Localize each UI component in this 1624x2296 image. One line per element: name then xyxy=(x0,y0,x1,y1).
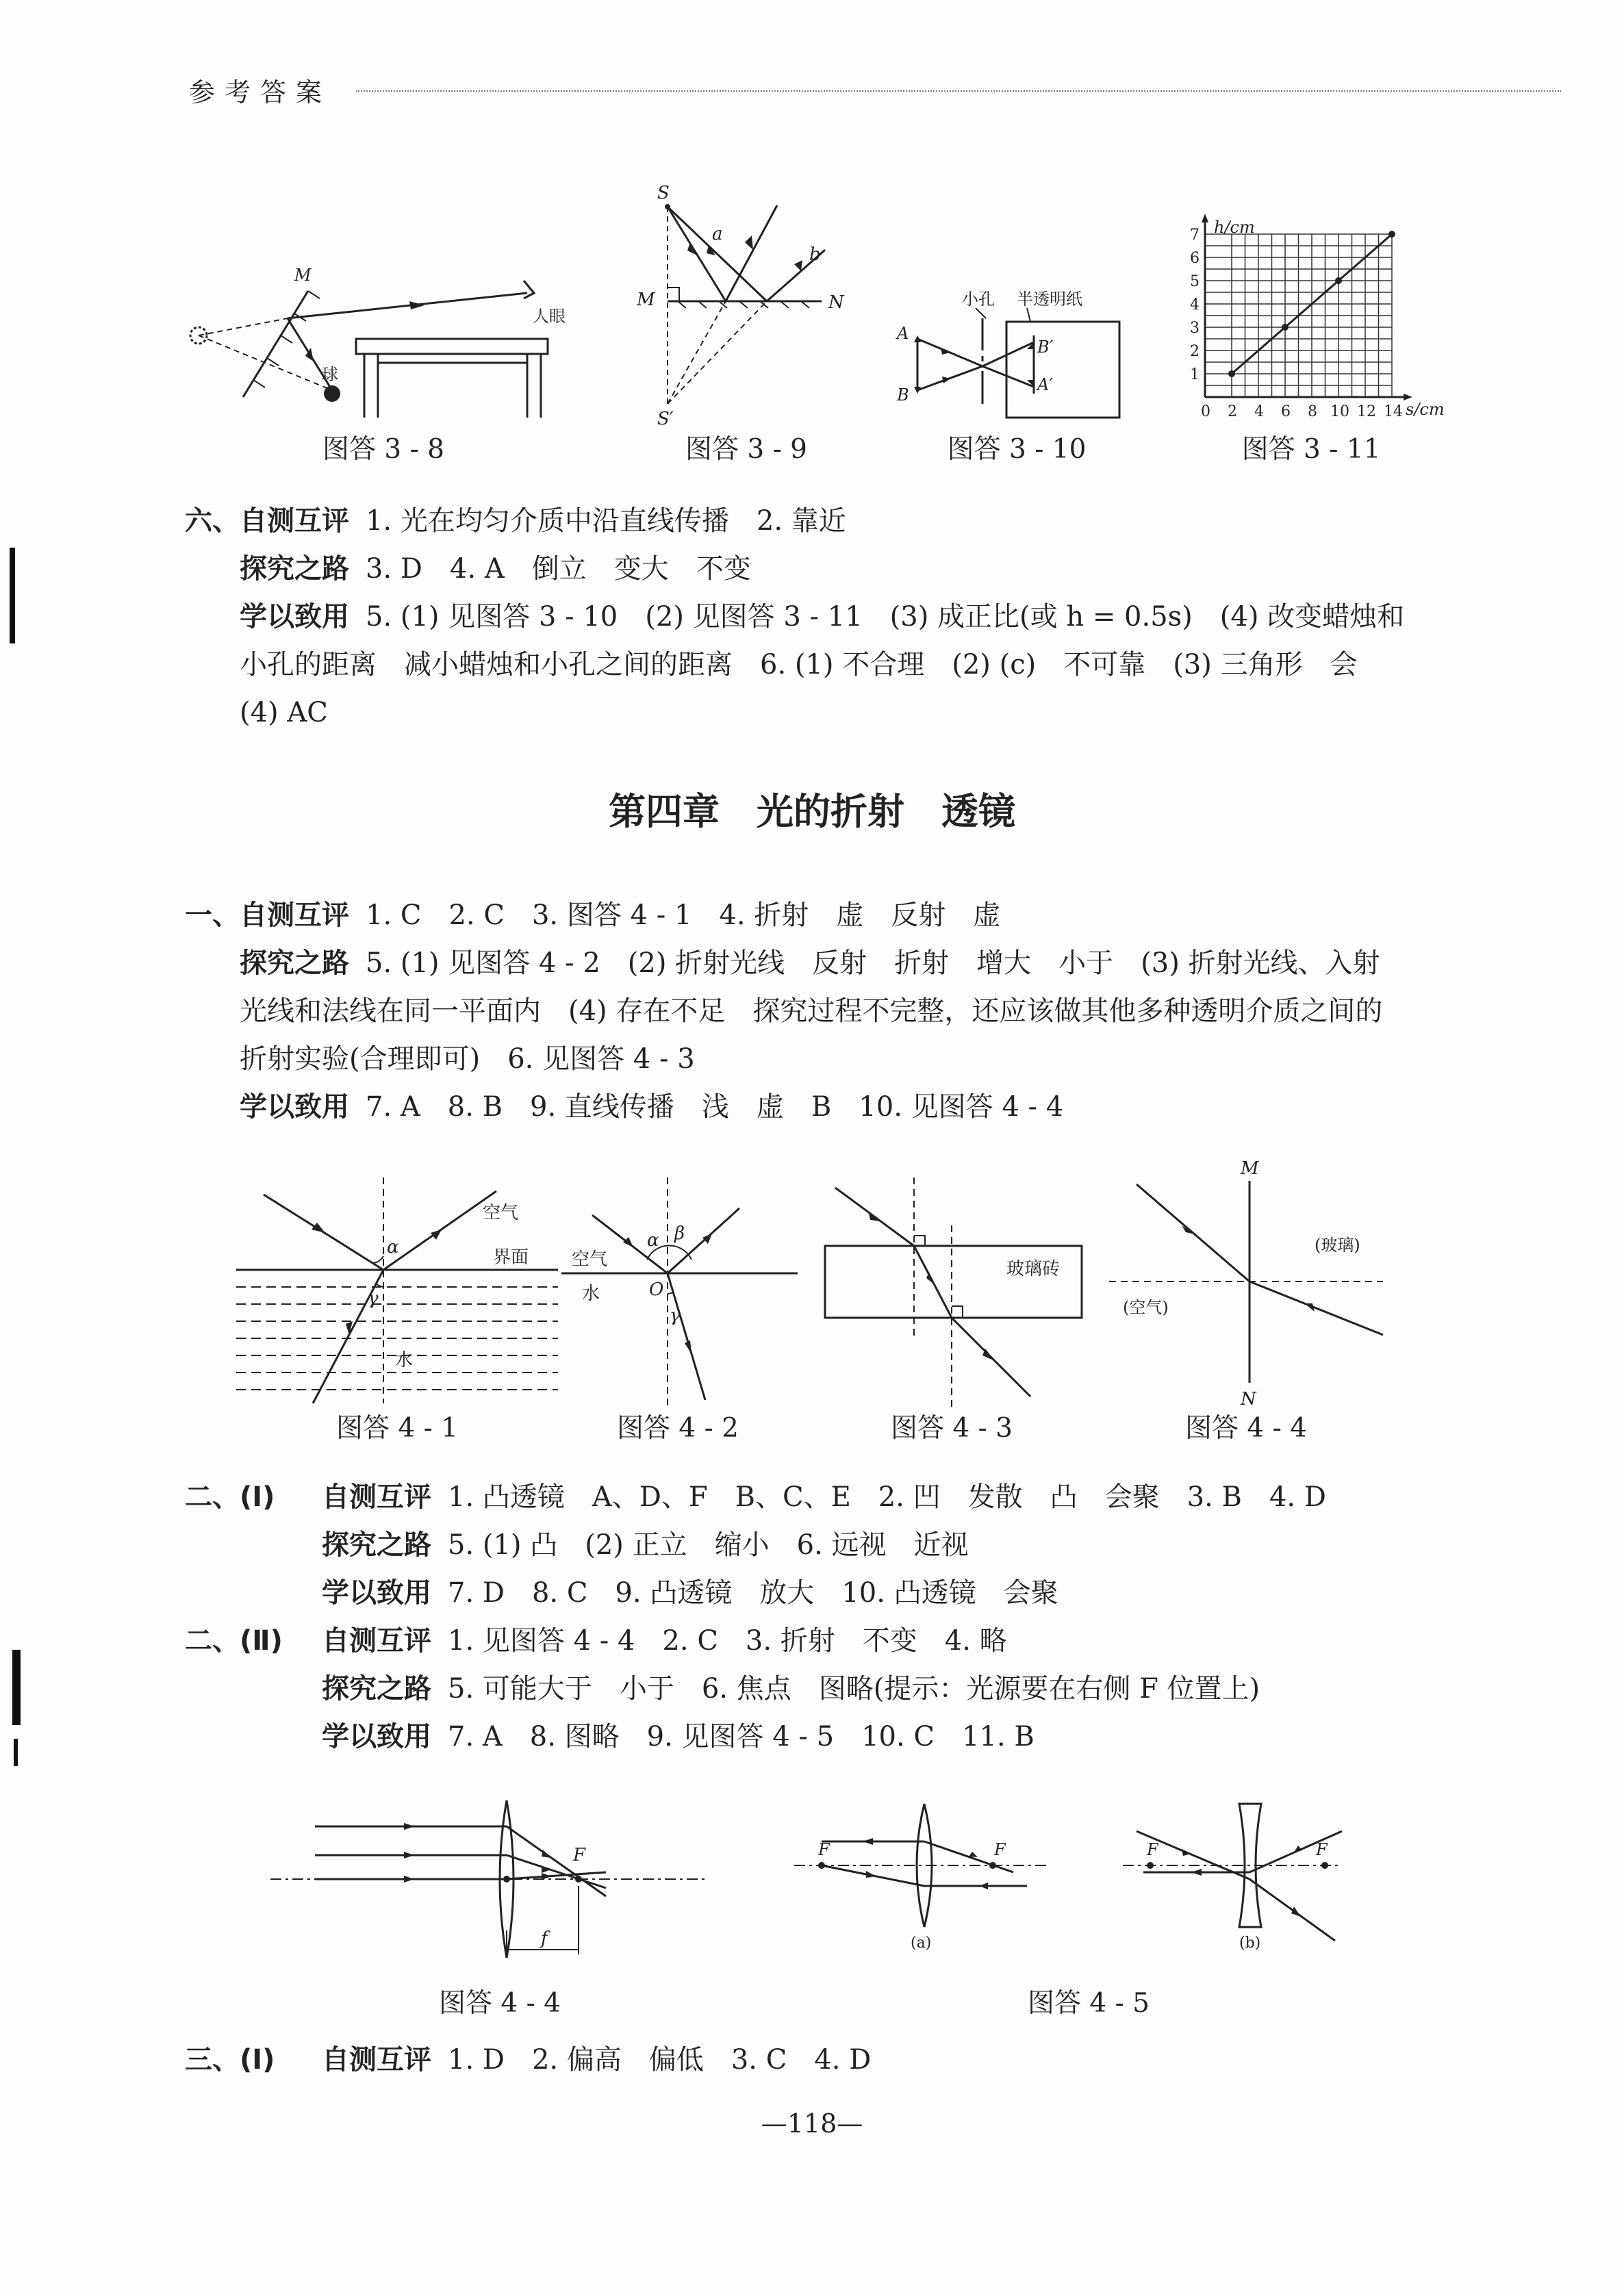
fig-3-11-y-tick: 5 xyxy=(1190,273,1200,290)
fig-4-2-caption: 图答 4 - 2 xyxy=(617,1413,739,1444)
section1-label-5: 学以致用 xyxy=(240,1091,349,1123)
figure-3-10 xyxy=(897,288,1143,431)
figure-3-9 xyxy=(630,185,863,431)
fig-4-4-label-n: N xyxy=(1241,1389,1256,1410)
binding-mark xyxy=(12,1650,21,1725)
fig-4-5a-label-f-left: F xyxy=(818,1840,830,1859)
fig-4-5b-label-f-right: F xyxy=(1316,1840,1328,1859)
section2b-text-3: 7. A 8. 图略 9. 见图答 4 - 5 10. C 11. B xyxy=(448,1721,1035,1752)
fig-4-1-label-gamma: γ xyxy=(368,1288,379,1309)
fig-3-8-label-ball: 球 xyxy=(322,365,338,384)
section3-line1 xyxy=(185,2043,871,2076)
fig-4-1-label-interface: 界面 xyxy=(493,1247,529,1268)
fig-4-5b-sublabel: (b) xyxy=(1239,1935,1261,1952)
binding-mark xyxy=(10,548,15,643)
section1-line5 xyxy=(240,1090,1063,1123)
section6-line3 xyxy=(240,600,1404,633)
fig-4-5a-label-f-right: F xyxy=(994,1840,1006,1859)
fig-3-9-label-b: b xyxy=(809,244,821,265)
fig-4-2-label-o: O xyxy=(649,1279,664,1300)
header-rule xyxy=(356,90,1561,92)
figure-4-3 xyxy=(811,1177,1092,1410)
fig-3-11-y-tick: 6 xyxy=(1190,250,1200,267)
figure-4-5a xyxy=(794,1804,1054,1954)
fig-3-11-x-tick: 14 xyxy=(1384,403,1403,420)
figure-4-4 xyxy=(1109,1157,1397,1410)
fig-3-11-data-point xyxy=(1228,370,1235,377)
section1-line2 xyxy=(240,947,1380,980)
fig-3-10-label-b-prime: B′ xyxy=(1037,337,1054,357)
section2a-heading: 二、(Ⅰ) xyxy=(185,1481,275,1513)
fig-3-8-caption: 图答 3 - 8 xyxy=(322,434,444,465)
fig-4-2-label-gamma: γ xyxy=(670,1305,681,1326)
fig-3-9-label-m: M xyxy=(637,290,655,310)
fig-3-11-y-tick: 4 xyxy=(1190,296,1200,314)
chapter-title: 第四章 光的折射 透镜 xyxy=(609,790,1015,833)
fig-3-11-data-point xyxy=(1282,324,1289,331)
section6-heading: 六、 xyxy=(185,505,240,537)
fig-3-10-label-hole: 小孔 xyxy=(962,290,995,309)
fig-3-11-y-tick: 2 xyxy=(1190,343,1200,360)
figure-4-2 xyxy=(561,1177,808,1410)
fig-4-1-label-alpha: α xyxy=(387,1237,399,1258)
section2a-line1 xyxy=(185,1481,1326,1514)
fig-3-11-y-tick: 3 xyxy=(1190,320,1200,337)
fig-3-11-caption: 图答 3 - 11 xyxy=(1241,434,1381,465)
section2b-line2 xyxy=(322,1672,1260,1705)
fig-4-4-label-m: M xyxy=(1241,1158,1259,1179)
fig-3-11-data-point xyxy=(1335,277,1342,284)
fig-3-11-x-tick: 6 xyxy=(1281,403,1291,420)
binding-mark xyxy=(14,1739,18,1766)
section1-line1 xyxy=(185,899,1000,932)
section2a-text-3: 7. D 8. C 9. 凸透镜 放大 10. 凸透镜 会聚 xyxy=(448,1577,1058,1609)
section2b-line1 xyxy=(185,1624,1007,1657)
fig-3-10-label-a: A xyxy=(897,324,909,343)
section2a-text-1: 1. 凸透镜 A、D、F B、C、E 2. 凹 发散 凸 会聚 3. B 4. D xyxy=(448,1481,1326,1513)
section2b-label-2: 探究之路 xyxy=(322,1673,431,1705)
fig-3-9-label-n: N xyxy=(828,292,844,313)
fig-3-11-x-tick: 8 xyxy=(1308,403,1317,420)
section2b-label-3: 学以致用 xyxy=(322,1721,431,1752)
section2a-line3 xyxy=(322,1577,1058,1609)
fig-3-11-x-label: s/cm xyxy=(1406,400,1445,419)
fig-4-5b-label-f-left: F xyxy=(1147,1840,1158,1859)
section1-text-1: 1. C 2. C 3. 图答 4 - 1 4. 折射 虚 反射 虚 xyxy=(366,900,1001,931)
fig-4-5-caption: 图答 4 - 5 xyxy=(1028,1988,1150,2019)
section3-text-1: 1. D 2. 偏高 偏低 3. C 4. D xyxy=(448,2044,872,2076)
figure-4-1 xyxy=(236,1177,606,1410)
figure-4-4-convex-lens xyxy=(270,1800,722,1958)
section6-line1 xyxy=(185,505,846,537)
fig-3-10-label-b: B xyxy=(897,385,909,405)
section2b-line3 xyxy=(322,1720,1035,1753)
section6-text-2: 3. D 4. A 倒立 变大 不变 xyxy=(366,553,751,585)
fig-4-2-label-air: 空气 xyxy=(572,1249,608,1270)
fig-4-4b-label-f-length: f xyxy=(541,1928,548,1949)
section2b-text-2: 5. 可能大于 小于 6. 焦点 图略(提示：光源要在右侧 F 位置上) xyxy=(448,1673,1260,1705)
page-header xyxy=(185,67,1383,108)
section6-line4: 小孔的距离 减小蜡烛和小孔之间的距离 6. (1) 不合理 (2) (c) 不可靠 (3) 三角形 会 xyxy=(240,649,1358,680)
fig-4-2-label-alpha: α xyxy=(647,1230,659,1251)
section2a-label-2: 探究之路 xyxy=(322,1529,431,1561)
fig-3-11-x-tick: 12 xyxy=(1357,403,1376,420)
fig-3-9-caption: 图答 3 - 9 xyxy=(685,434,807,465)
fig-4-1-caption: 图答 4 - 1 xyxy=(336,1413,458,1444)
fig-3-11-y-tick: 1 xyxy=(1190,366,1200,383)
figure-4-5b xyxy=(1123,1804,1349,1954)
section1-heading: 一、 xyxy=(185,900,240,931)
header-title: 参考答案 xyxy=(189,77,332,107)
fig-4-4-caption: 图答 4 - 4 xyxy=(1185,1413,1307,1444)
fig-3-11-y-label: h/cm xyxy=(1214,218,1255,237)
fig-4-4b-label-f-point: F xyxy=(573,1845,586,1865)
fig-3-9-label-a: a xyxy=(712,224,723,244)
fig-4-4b-caption: 图答 4 - 4 xyxy=(439,1988,561,2019)
fig-3-9-label-s: S xyxy=(657,183,670,203)
section2b-label-1: 自测互评 xyxy=(322,1625,431,1657)
fig-4-2-label-water: 水 xyxy=(582,1284,600,1304)
section6-line2 xyxy=(240,552,751,585)
figure-3-11 xyxy=(1174,205,1445,424)
section6-line5: (4) AC xyxy=(240,697,328,728)
section2a-text-2: 5. (1) 凸 (2) 正立 缩小 6. 远视 近视 xyxy=(448,1529,969,1561)
fig-4-1-label-air: 空气 xyxy=(483,1203,519,1223)
section3-label-1: 自测互评 xyxy=(322,2044,431,2076)
fig-3-8-label-m: M xyxy=(294,266,312,285)
section3-heading: 三、(Ⅰ) xyxy=(185,2044,275,2076)
section2b-heading: 二、(Ⅱ) xyxy=(185,1625,283,1657)
fig-4-5a-sublabel: (a) xyxy=(911,1935,932,1952)
section6-label-2: 探究之路 xyxy=(240,553,349,585)
section1-line3: 光线和法线在同一平面内 (4) 存在不足 探究过程不完整，还应该做其他多种透明介质之间的 xyxy=(240,995,1383,1027)
fig-4-3-label-glass-brick: 玻璃砖 xyxy=(1006,1259,1061,1279)
section1-text-5: 7. A 8. B 9. 直线传播 浅 虚 B 10. 见图答 4 - 4 xyxy=(366,1091,1064,1123)
fig-4-3-caption: 图答 4 - 3 xyxy=(891,1413,1013,1444)
section6-text-3: 5. (1) 见图答 3 - 10 (2) 见图答 3 - 11 (3) 成正比(或 h = 0.5s) (4) 改变蜡烛和 xyxy=(366,601,1405,633)
fig-3-10-label-paper: 半透明纸 xyxy=(1017,290,1082,309)
fig-3-8-label-eye: 人眼 xyxy=(533,307,566,326)
fig-3-11-x-tick: 4 xyxy=(1254,403,1264,420)
page-number: —118— xyxy=(761,2108,863,2139)
fig-3-11-x-tick: 0 xyxy=(1201,403,1210,420)
fig-4-1-label-water: 水 xyxy=(395,1350,414,1370)
fig-3-9-label-s-prime: S′ xyxy=(657,409,674,429)
section6-text-1: 1. 光在均匀介质中沿直线传播 2. 靠近 xyxy=(366,505,846,537)
fig-3-11-y-tick: 7 xyxy=(1190,227,1200,244)
fig-3-10-caption: 图答 3 - 10 xyxy=(947,434,1087,465)
section1-label-1: 自测互评 xyxy=(240,900,349,931)
section2b-text-1: 1. 见图答 4 - 4 2. C 3. 折射 不变 4. 略 xyxy=(448,1625,1007,1657)
fig-4-4-label-glass: (玻璃) xyxy=(1315,1236,1360,1255)
section2a-label-1: 自测互评 xyxy=(322,1481,431,1513)
section1-label-2: 探究之路 xyxy=(240,947,349,979)
section1-text-2: 5. (1) 见图答 4 - 2 (2) 折射光线 反射 折射 增大 小于 (3) 折射光线、入射 xyxy=(366,947,1380,979)
section1-line4: 折射实验(合理即可) 6. 见图答 4 - 3 xyxy=(240,1043,695,1075)
fig-3-11-data-point xyxy=(1388,231,1395,238)
fig-4-2-label-beta: β xyxy=(674,1223,685,1244)
section2a-line2 xyxy=(322,1529,969,1561)
section6-label-3: 学以致用 xyxy=(240,601,349,633)
fig-3-11-x-tick: 10 xyxy=(1330,403,1349,420)
section6-label-1: 自测互评 xyxy=(240,505,349,537)
fig-4-4-label-air: (空气) xyxy=(1123,1298,1169,1317)
fig-3-11-x-tick: 2 xyxy=(1228,403,1237,420)
figure-3-8 xyxy=(185,260,568,424)
section2a-label-3: 学以致用 xyxy=(322,1577,431,1609)
fig-3-10-label-a-prime: A′ xyxy=(1037,375,1053,394)
